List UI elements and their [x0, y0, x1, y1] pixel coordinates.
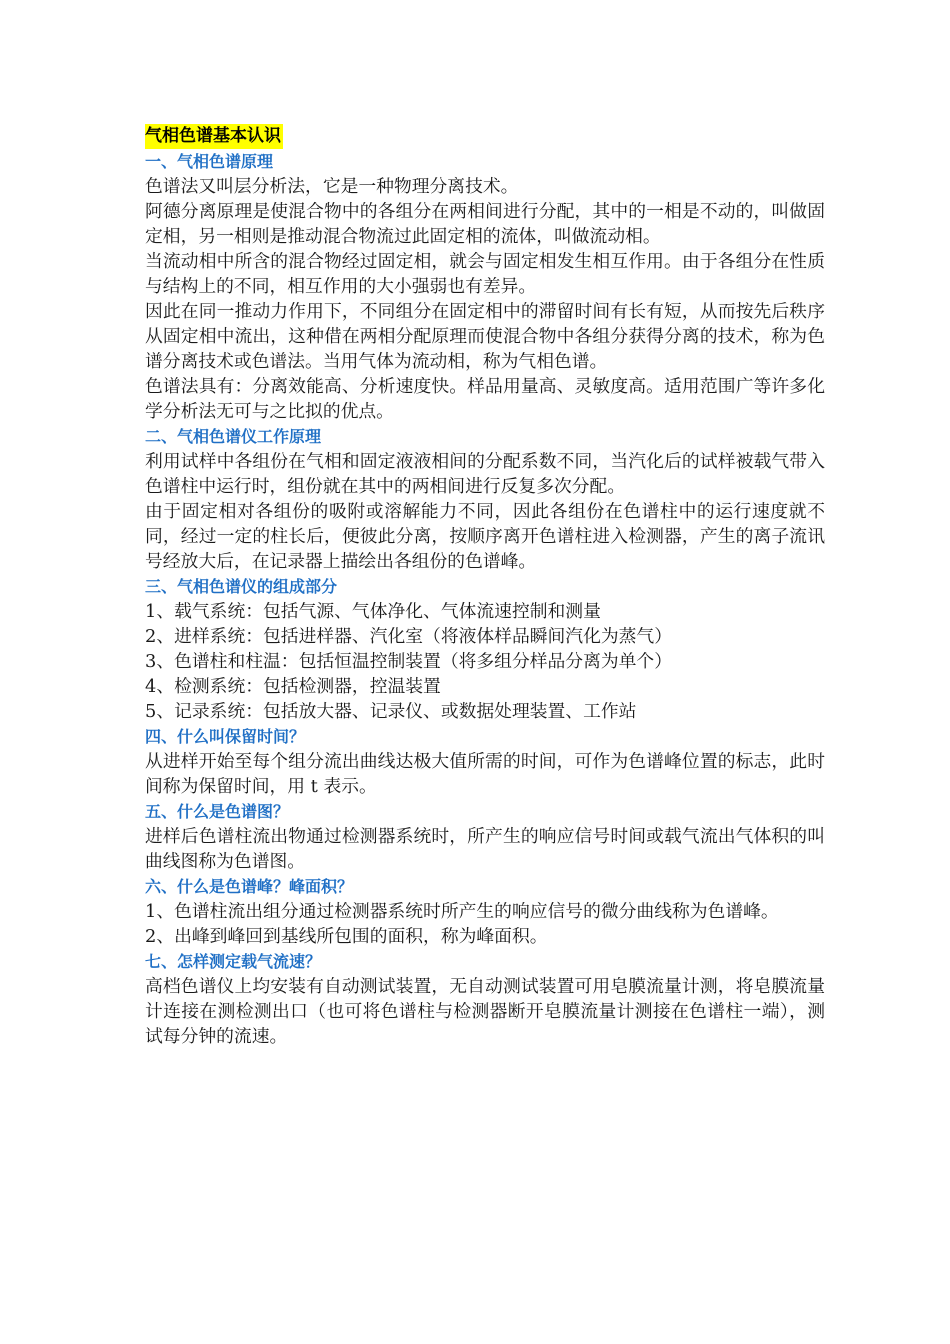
section-heading: 二、气相色谱仪工作原理 — [145, 427, 322, 446]
paragraph: 1、色谱柱流出组分通过检测器系统时所产生的响应信号的微分曲线称为色谱峰。 — [145, 901, 779, 922]
section-heading: 四、什么叫保留时间？ — [145, 727, 306, 746]
section-heading: 一、气相色谱原理 — [145, 152, 274, 171]
paragraph: 从进样开始至每个组分流出曲线达极大值所需的时间，可作为色谱峰位置的标志，此时间称为保留时间，用 t 表示。 — [145, 751, 825, 797]
paragraph: 色谱法具有：分离效能高、分析速度快。样品用量高、灵敏度高。适用范围广等许多化学分析法无可与之比拟的优点。 — [145, 376, 825, 422]
list-item: 4、检测系统：包括检测器，控温装置 — [145, 676, 441, 697]
list-item: 1、载气系统：包括气源、气体净化、气体流速控制和测量 — [145, 601, 601, 622]
section-heading: 七、怎样测定载气流速？ — [145, 952, 322, 971]
paragraph: 利用试样中各组份在气相和固定液液相间的分配系数不同，当汽化后的试样被载气带入色谱柱中运行时，组份就在其中的两相间进行反复多次分配。 — [145, 451, 825, 497]
section-heading: 三、气相色谱仪的组成部分 — [145, 577, 338, 596]
list-item: 2、进样系统：包括进样器、汽化室（将液体样品瞬间汽化为蒸气） — [145, 626, 672, 647]
paragraph: 由于固定相对各组份的吸附或溶解能力不同，因此各组份在色谱柱中的运行速度就不同，经过一定的柱长后，便彼此分离，按顺序离开色谱柱进入检测器，产生的离子流讯号经放大后，在记录器上描绘出各组份的色谱峰。 — [145, 501, 825, 572]
paragraph: 当流动相中所含的混合物经过固定相，就会与固定相发生相互作用。由于各组分在性质与结构上的不同，相互作用的大小强弱也有差异。 — [145, 251, 825, 297]
section-heading: 六、什么是色谱峰？峰面积？ — [145, 877, 354, 896]
paragraph: 进样后色谱柱流出物通过检测器系统时，所产生的响应信号时间或载气流出气体积的叫曲线图称为色谱图。 — [145, 826, 825, 872]
document-page — [145, 124, 825, 1049]
paragraph: 高档色谱仪上均安装有自动测试装置，无自动测试装置可用皂膜流量计测，将皂膜流量计连接在测检测出口（也可将色谱柱与检测器断开皂膜流量计测接在色谱柱一端），测试每分钟的流速。 — [145, 976, 825, 1047]
paragraph: 色谱法又叫层分析法，它是一种物理分离技术。 — [145, 176, 519, 197]
section-heading: 五、什么是色谱图？ — [145, 802, 290, 821]
paragraph: 因此在同一推动力作用下，不同组分在固定相中的滞留时间有长有短，从而按先后秩序从固定相中流出，这种借在两相分配原理而使混合物中各组分获得分离的技术，称为色谱分离技术或色谱法。当用气体为流动相，称为气相色谱。 — [145, 301, 825, 372]
list-item: 5、记录系统：包括放大器、记录仪、或数据处理装置、工作站 — [145, 701, 637, 722]
list-item: 3、色谱柱和柱温：包括恒温控制装置（将多组分样品分离为单个） — [145, 651, 672, 672]
paragraph: 阿德分离原理是使混合物中的各组分在两相间进行分配，其中的一相是不动的，叫做固定相，另一相则是推动混合物流过此固定相的流体，叫做流动相。 — [145, 201, 825, 247]
paragraph: 2、出峰到峰回到基线所包围的面积，称为峰面积。 — [145, 926, 548, 947]
document-title-row — [145, 124, 825, 149]
document-title: 气相色谱基本认识 — [145, 124, 283, 149]
